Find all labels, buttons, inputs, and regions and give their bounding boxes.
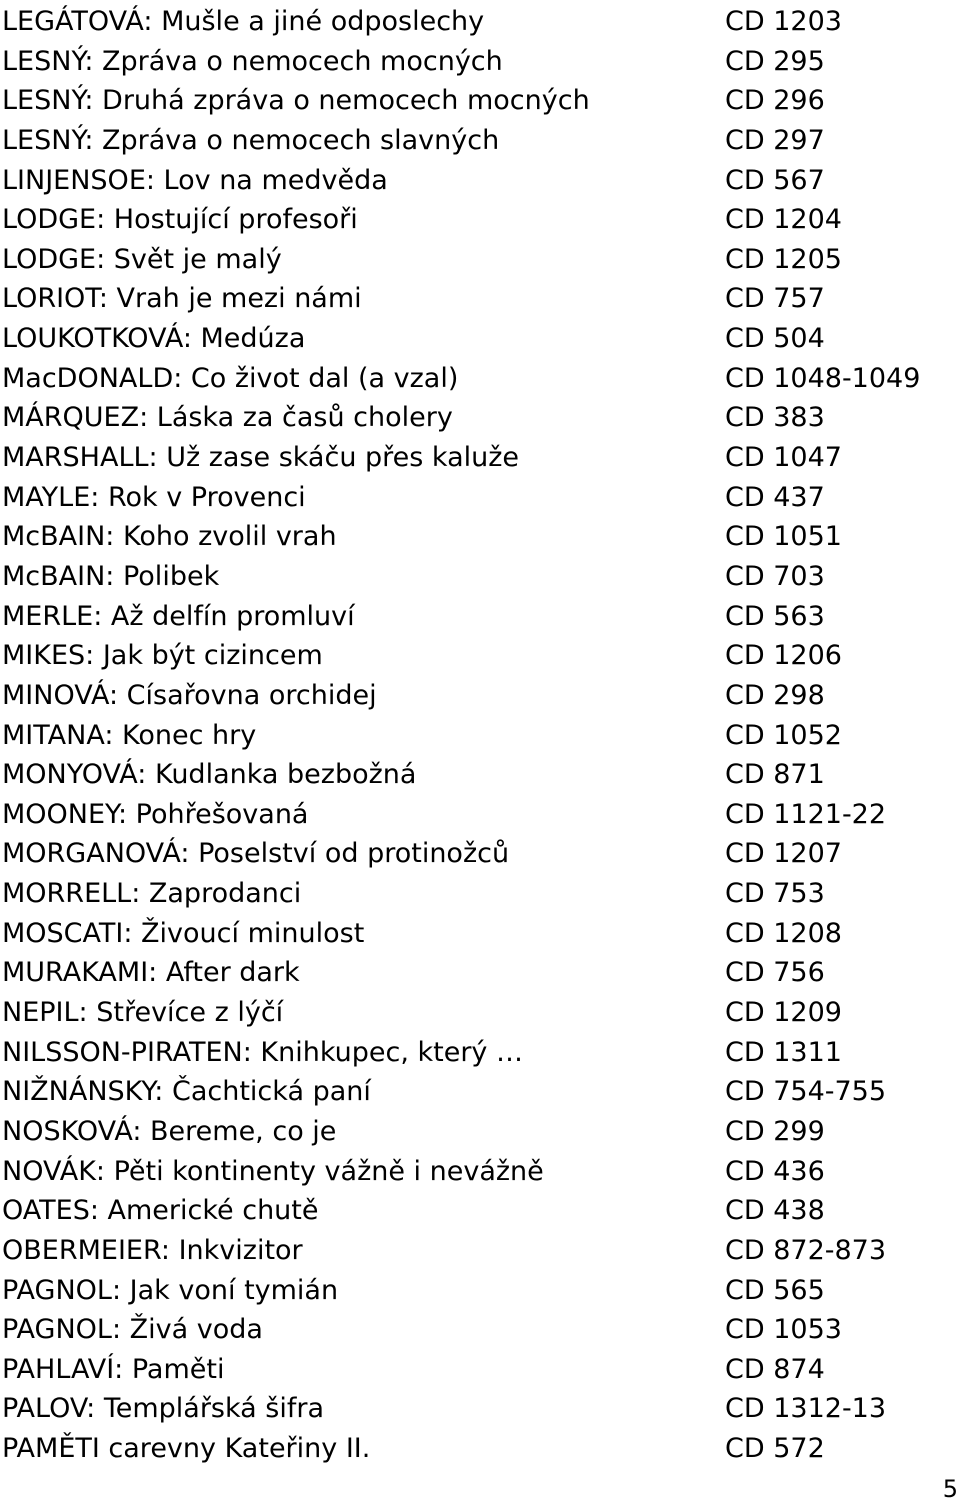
entry-title: MÁRQUEZ: Láska za časů cholery (2, 402, 453, 434)
entry-code: CD 1208 (725, 917, 842, 949)
list-item (0, 1072, 960, 1112)
entry-title: LESNÝ: Zpráva o nemocech slavných (2, 124, 500, 156)
list-item (0, 874, 960, 914)
entry-title: LESNÝ: Druhá zpráva o nemocech mocných (2, 85, 590, 117)
list-item (0, 438, 960, 478)
entry-title: MAYLE: Rok v Provenci (2, 481, 306, 513)
entry-title: McBAIN: Polibek (2, 560, 220, 592)
list-item (0, 161, 960, 201)
entry-title: PAGNOL: Jak voní tymián (2, 1274, 339, 1306)
list-item (0, 1231, 960, 1271)
entry-code: CD 297 (725, 124, 825, 156)
entry-code: CD 1206 (725, 640, 842, 672)
entry-code: CD 872-873 (725, 1234, 887, 1266)
entry-code: CD 1121-22 (725, 798, 887, 830)
list-item (0, 1429, 960, 1469)
entry-title: LEGÁTOVÁ: Mušle a jiné odposlechy (2, 6, 485, 37)
entry-title: McBAIN: Koho zvolil vrah (2, 521, 337, 553)
entry-title: MINOVÁ: Císařovna orchidej (2, 679, 377, 711)
entry-code: CD 504 (725, 323, 825, 355)
list-item (0, 1389, 960, 1429)
list-item (0, 359, 960, 399)
entry-title: MOSCATI: Živoucí minulost (2, 917, 365, 949)
list-item (0, 1112, 960, 1152)
entry-title: MacDONALD: Co život dal (a vzal) (2, 362, 459, 394)
entry-title: LODGE: Hostující profesoři (2, 204, 358, 236)
entry-title: OATES: Americké chutě (2, 1195, 319, 1227)
entry-code: CD 757 (725, 283, 825, 315)
entry-title: MARSHALL: Už zase skáču přes kaluže (2, 442, 520, 474)
list-item (0, 716, 960, 756)
entry-code: CD 565 (725, 1274, 825, 1306)
entry-code: CD 1204 (725, 204, 842, 236)
entry-title: PALOV: Templářská šifra (2, 1393, 325, 1425)
entry-title: MORRELL: Zaprodanci (2, 878, 302, 910)
entry-title: MORGANOVÁ: Poselství od protinožců (2, 838, 510, 870)
list-item (0, 478, 960, 518)
entry-code: CD 1312-13 (725, 1393, 887, 1425)
list-item (0, 1033, 960, 1073)
entry-code: CD 874 (725, 1353, 825, 1385)
list-item (0, 240, 960, 280)
entry-title: NIŽNÁNSKY: Čachtická paní (2, 1076, 371, 1108)
entry-code: CD 437 (725, 481, 825, 513)
entry-code: CD 1047 (725, 442, 842, 474)
entry-title: LORIOT: Vrah je mezi námi (2, 283, 362, 315)
list-item (0, 993, 960, 1033)
entry-title: MITANA: Konec hry (2, 719, 257, 751)
list-item (0, 398, 960, 438)
entry-code: CD 296 (725, 85, 825, 117)
entry-code: CD 871 (725, 759, 825, 791)
list-item (0, 914, 960, 954)
entry-code: CD 299 (725, 1115, 825, 1147)
entry-title: LODGE: Svět je malý (2, 243, 282, 275)
entry-title: LINJENSOE: Lov na medvěda (2, 164, 388, 196)
entry-title: PAHLAVÍ: Paměti (2, 1353, 225, 1385)
entry-code: CD 1311 (725, 1036, 842, 1068)
entry-title: PAGNOL: Živá voda (2, 1314, 263, 1346)
entry-code: CD 753 (725, 878, 825, 910)
entry-title: MERLE: Až delfín promluví (2, 600, 355, 632)
entry-code: CD 756 (725, 957, 825, 989)
list-item (0, 2, 960, 42)
entry-code: CD 1051 (725, 521, 842, 553)
page-number: 5 (942, 1475, 958, 1503)
entry-code: CD 1203 (725, 6, 842, 37)
list-item (0, 279, 960, 319)
entry-code: CD 1209 (725, 997, 842, 1029)
list-item (0, 42, 960, 82)
entry-title: NOVÁK: Pěti kontinenty vážně i nevážně (2, 1155, 544, 1187)
entry-code: CD 703 (725, 560, 825, 592)
list-item (0, 795, 960, 835)
list-item (0, 636, 960, 676)
entry-code: CD 1048-1049 (725, 362, 921, 394)
entry-code: CD 1052 (725, 719, 842, 751)
list-item (0, 200, 960, 240)
entry-code: CD 436 (725, 1155, 825, 1187)
entry-code: CD 567 (725, 164, 825, 196)
list-item (0, 953, 960, 993)
entry-code: CD 754-755 (725, 1076, 887, 1108)
entry-title: PAMĚTI carevny Kateřiny II. (2, 1433, 371, 1465)
list-item (0, 557, 960, 597)
list-item (0, 1271, 960, 1311)
list-item (0, 1191, 960, 1231)
list-item (0, 834, 960, 874)
entry-title: NEPIL: Střevíce z lýčí (2, 997, 284, 1029)
entry-title: MURAKAMI: After dark (2, 957, 300, 989)
entry-title: LESNÝ: Zpráva o nemocech mocných (2, 45, 503, 77)
entry-code: CD 1207 (725, 838, 842, 870)
entry-title: MOONEY: Pohřešovaná (2, 798, 309, 830)
entry-code: CD 1053 (725, 1314, 842, 1346)
list-item (0, 1350, 960, 1390)
list-item (0, 597, 960, 637)
list-item (0, 1310, 960, 1350)
entry-title: NOSKOVÁ: Bereme, co je (2, 1115, 337, 1147)
entry-code: CD 1205 (725, 243, 842, 275)
list-item (0, 319, 960, 359)
entry-title: OBERMEIER: Inkvizitor (2, 1234, 303, 1266)
entry-code: CD 438 (725, 1195, 825, 1227)
entry-title: NILSSON-PIRATEN: Knihkupec, který … (2, 1036, 523, 1068)
list-item (0, 755, 960, 795)
entry-title: MIKES: Jak být cizincem (2, 640, 323, 672)
entry-title: MONYOVÁ: Kudlanka bezbožná (2, 759, 417, 791)
entry-code: CD 383 (725, 402, 825, 434)
list-item (0, 121, 960, 161)
list-item (0, 1152, 960, 1192)
entry-title: LOUKOTKOVÁ: Medúza (2, 323, 306, 355)
entry-code: CD 295 (725, 45, 825, 77)
entry-code: CD 298 (725, 679, 825, 711)
catalog-list (0, 2, 960, 1469)
entry-code: CD 563 (725, 600, 825, 632)
list-item (0, 676, 960, 716)
list-item (0, 517, 960, 557)
entry-code: CD 572 (725, 1433, 825, 1465)
list-item (0, 81, 960, 121)
